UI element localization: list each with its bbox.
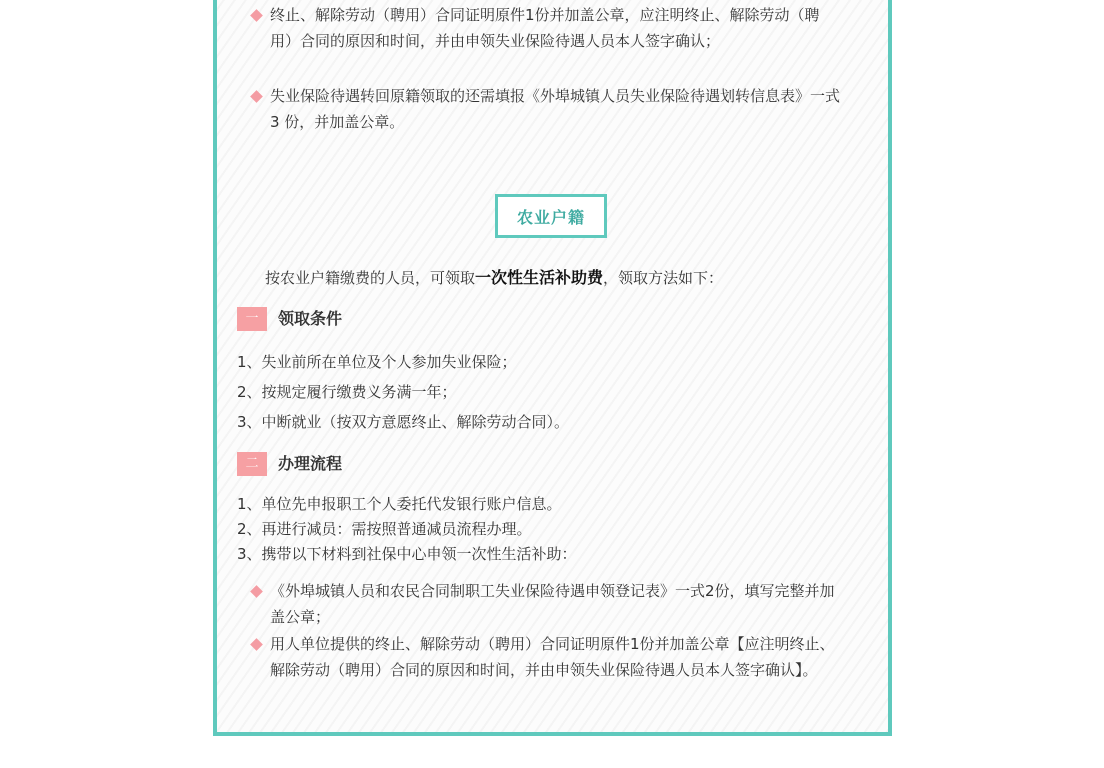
bullet-text: 《外埠城镇人员和农民合同制职工失业保险待遇申领登记表》一式2份，填写完整并加盖公章； (270, 582, 835, 626)
diamond-bullet-icon (250, 585, 263, 598)
intro-paragraph (265, 266, 723, 290)
section-title: 农业户籍 (516, 207, 585, 227)
subhead-title: 办理流程 (278, 454, 343, 473)
section-title-box (495, 194, 607, 238)
intro-after: ，领取方法如下： (603, 269, 724, 287)
diamond-bullet-icon (250, 638, 263, 651)
list-item: 1、失业前所在单位及个人参加失业保险； (237, 353, 517, 371)
intro-before: 按农业户籍缴费的人员，可领取 (265, 269, 476, 287)
content-card (213, 0, 892, 736)
subhead-number-badge: 一 (237, 307, 267, 331)
bullet-text: 用人单位提供的终止、解除劳动（聘用）合同证明原件1份并加盖公章【应注明终止、解除劳动（聘用）合同的原因和时间，并由申领失业保险待遇人员本人签字确认】。 (270, 635, 835, 679)
list-item: 3、携带以下材料到社保中心申领一次性生活补助： (237, 545, 577, 563)
subhead-title: 领取条件 (278, 309, 343, 328)
bullet-text: 终止、解除劳动（聘用）合同证明原件1份并加盖公章，应注明终止、解除劳动（聘用）合同的原因和时间，并由申领失业保险待遇人员本人签字确认； (270, 6, 820, 50)
list-item: 2、按规定履行缴费义务满一年； (237, 383, 457, 401)
list-item: 2、再进行减员：需按照普通减员流程办理。 (237, 520, 532, 538)
subhead-number-badge: 二 (237, 452, 267, 476)
diamond-bullet-icon (250, 9, 263, 22)
list-item: 1、单位先申报职工个人委托代发银行账户信息。 (237, 495, 562, 513)
list-item: 3、中断就业（按双方意愿终止、解除劳动合同）。 (237, 413, 570, 431)
bullet-text: 失业保险待遇转回原籍领取的还需填报《外埠城镇人员失业保险待遇划转信息表》一式 3 份，并加盖公章。 (270, 87, 841, 131)
intro-bold: 一次性生活补助费 (475, 268, 604, 287)
diamond-bullet-icon (250, 90, 263, 103)
